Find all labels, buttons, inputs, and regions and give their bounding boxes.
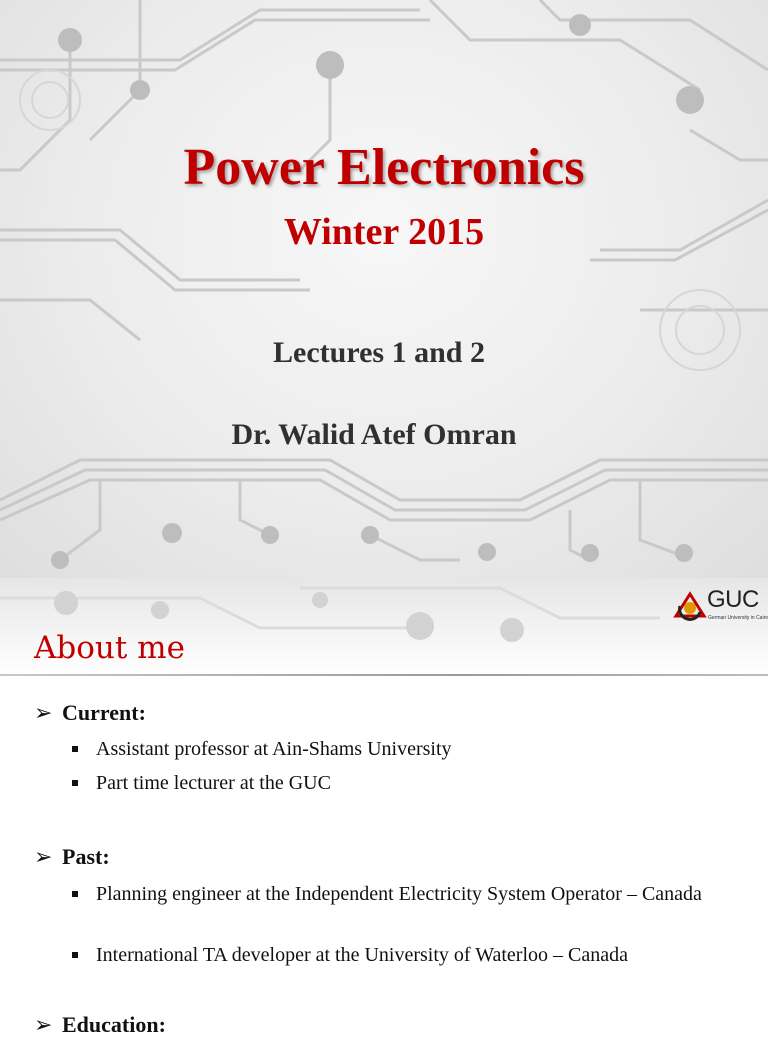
list-item xyxy=(72,770,740,796)
arrow-bullet-icon: ➢ xyxy=(34,1012,53,1037)
list-item xyxy=(72,942,740,968)
list-item-text: Planning engineer at the Independent Electricity System Operator – Canada xyxy=(96,883,702,905)
square-bullet-icon xyxy=(72,952,78,958)
guc-logo-mark xyxy=(674,590,706,622)
section-education xyxy=(34,1012,166,1038)
section-current xyxy=(34,700,146,726)
heading-divider xyxy=(0,674,768,676)
lectures-label: Lectures 1 and 2 xyxy=(273,336,485,369)
author-name: Dr. Walid Atef Omran xyxy=(231,418,517,451)
arrow-bullet-icon: ➢ xyxy=(34,844,53,869)
about-slide xyxy=(0,578,768,1037)
square-bullet-icon xyxy=(72,891,78,897)
slide-subtitle: Winter 2015 xyxy=(283,211,485,253)
section-past xyxy=(34,844,110,870)
section-heading: About me xyxy=(34,630,185,666)
square-bullet-icon xyxy=(72,780,78,786)
section-label: Education: xyxy=(62,1012,166,1037)
square-bullet-icon xyxy=(72,746,78,752)
section-label: Past: xyxy=(62,844,110,869)
arrow-bullet-icon: ➢ xyxy=(34,700,53,725)
list-item-text: Part time lecturer at the GUC xyxy=(96,772,331,794)
list-item xyxy=(72,736,740,762)
list-item-text: International TA developer at the University of Waterloo – Canada xyxy=(96,944,628,966)
logo-text: GUC xyxy=(707,586,759,613)
guc-logo xyxy=(674,586,768,626)
section-label: Current: xyxy=(62,700,146,725)
list-item xyxy=(72,881,740,907)
list-item-text: Assistant professor at Ain-Shams University xyxy=(96,738,452,760)
slide-title: Power Electronics xyxy=(183,139,585,196)
logo-subtext: German University in Cairo xyxy=(708,615,768,621)
